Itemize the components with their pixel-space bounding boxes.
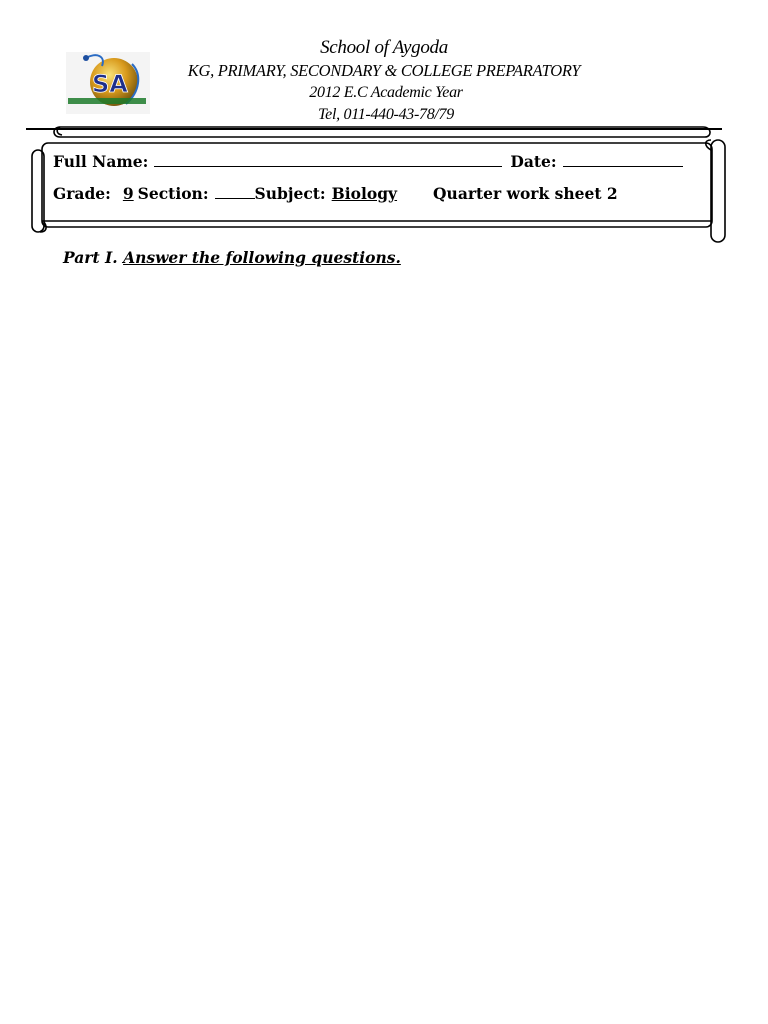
- subject-value: Biology: [331, 184, 398, 203]
- scroll-banner: [0, 0, 768, 260]
- section-label: Section:: [137, 184, 209, 203]
- part-one-heading: [63, 248, 401, 267]
- subject-label: Subject:: [254, 184, 326, 203]
- form-row-grade-subject: [53, 184, 618, 203]
- telephone: Tel, 011-440-43-78/79: [318, 106, 454, 123]
- academic-year: 2012 E.C Academic Year: [309, 84, 463, 101]
- full-name-blank[interactable]: [154, 152, 502, 167]
- grade-label: Grade:: [53, 184, 111, 203]
- school-name: School of Aygoda: [320, 37, 448, 58]
- grade-value[interactable]: 9: [122, 184, 134, 203]
- school-levels: KG, PRIMARY, SECONDARY & COLLEGE PREPARATORY: [187, 61, 581, 80]
- full-name-label: Full Name:: [53, 152, 149, 171]
- logo-initials: SA: [92, 70, 128, 98]
- date-label: Date:: [510, 152, 557, 171]
- sheet-title: Quarter work sheet 2: [433, 184, 618, 203]
- section-blank[interactable]: [215, 184, 255, 199]
- date-blank[interactable]: [563, 152, 683, 167]
- part-instruction: Answer the following questions.: [123, 248, 401, 267]
- form-row-name-date: [53, 152, 683, 171]
- part-label: Part I.: [63, 248, 118, 267]
